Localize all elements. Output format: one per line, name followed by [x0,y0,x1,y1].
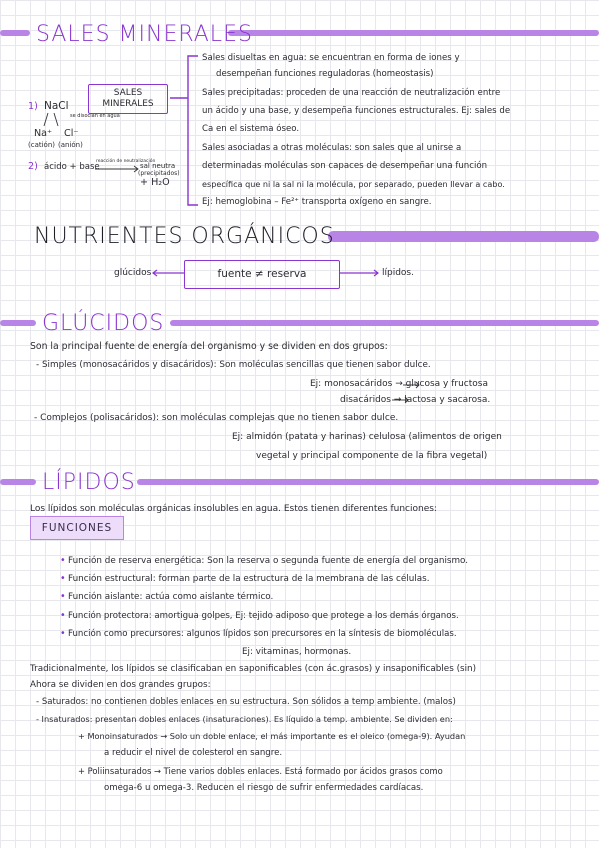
section-title-lipidos: LÍPIDOS [42,470,136,495]
sales-box-line2: MINERALES [102,99,154,109]
nutrientes-center: fuente ≠ reserva [217,268,307,280]
nacl-note: se disocian en agua [70,113,120,119]
nacl-label: NaCl [44,100,69,112]
lipidos-line-3: - Saturados: no contienen dobles enlaces en su estructura. Son sólidos a temp ambiente. (malos) [36,697,456,707]
sales-line-9: Ej: hemoglobina – Fe²⁺ transporta oxígeno en sangre. [202,197,432,207]
acid-base: ácido + base [44,162,100,172]
bullet-dot: • [60,573,66,584]
section-title-glucidos: GLÚCIDOS [42,311,165,336]
funcion-4: Función protectora: amortigua golpes, Ej: tejido adiposo que protege a los demás órganos. [68,611,459,621]
funcion-3: Función aislante: actúa como aislante térmico. [68,592,274,602]
section-title-sales: SALES MINERALES [36,22,253,47]
glucidos-line-4: disacáridos → lactosa y sacarosa. [340,395,491,405]
item1-number: 1) [28,101,38,112]
glucidos-line-2: - Simples (monosacáridos y disacáridos): Son moléculas sencillas que tienen sabor dulce. [36,360,431,370]
funciones-label-box [30,516,124,540]
item2-number: 2) [28,161,38,172]
glucidos-line-6: Ej: almidón (patata y harinas) celulosa (alimentos de origen [232,432,502,442]
sales-box [88,84,168,114]
sales-line-2: desempeñan funciones reguladoras (homeostasis) [216,69,434,79]
sales-line-8: específica que ni la sal ni la molécula, por separado, pueden llevar a cabo. [202,179,505,189]
sales-box-line1: SALES [113,88,143,98]
lipidos-intro: Los lípidos son moléculas orgánicas insolubles en agua. Estos tienen diferentes funciones: [30,504,437,514]
ion-na: Na⁺ [34,128,53,139]
nutrientes-center-box [184,260,340,289]
bullet-dot: • [60,628,66,639]
bullet-dot: • [60,591,66,602]
bullet-dot: • [60,610,66,621]
lipidos-line-1: Tradicionalmente, los lípidos se clasificaban en saponificables (con ác.grasos) y insaponificables (sin) [30,664,477,674]
result-salt: sal neutra [140,162,176,170]
funcion-2: Función estructural: forman parte de la estructura de la membrana de las células. [68,574,430,584]
lipidos-line-4: - Insaturados: presentan dobles enlaces (insaturaciones). Es líquido a temp. ambiente. Se dividen en: [36,714,453,724]
ion-cl: Cl⁻ [64,128,79,139]
lipidos-line-8: omega-6 u omega-3. Reducen el riesgo de sufrir enfermedades cardíacas. [104,783,424,793]
funciones-label: FUNCIONES [41,522,113,534]
nutrientes-right: lípidos. [382,268,414,278]
funcion-5-example: Ej: vitaminas, hormonas. [242,647,352,657]
sales-line-6: Sales asociadas a otras moléculas: son sales que al unirse a [202,143,462,153]
section-title-nutrientes: NUTRIENTES ORGÁNICOS [34,224,335,249]
sales-line-1: Sales disueltas en agua: se encuentran en forma de iones y [202,53,460,63]
result-precipitate: (precipitados) [138,170,180,177]
glucidos-line-1: Son la principal fuente de energía del organismo y se dividen en dos grupos: [30,341,388,352]
glucidos-line-5: - Complejos (polisacáridos): son moléculas complejas que no tienen sabor dulce. [34,413,399,423]
ion-label-anion: (anión) [58,141,83,149]
lipidos-line-6: a reducir el nivel de colesterol en sangre. [104,748,283,758]
lipidos-line-7: + Poliinsaturados → Tiene varios dobles enlaces. Está formado por ácidos grasos como [78,766,443,776]
funcion-5: Función como precursores: algunos lípidos son precursores en la síntesis de biomoléculas. [68,629,457,639]
lipidos-line-2: Ahora se dividen en dos grandes grupos: [30,680,211,690]
sales-line-5: Ca en el sistema óseo. [202,124,300,134]
glucidos-line-3: Ej: monosacáridos → glucosa y fructosa [310,379,488,389]
funcion-1: Función de reserva energética: Son la reserva o segunda fuente de energía del organismo. [68,556,469,566]
ion-label-cation: (catión) [28,141,56,149]
neutralization-note: reacción de neutralización [96,159,156,164]
bullet-dot: • [60,555,66,566]
sales-line-7: determinadas moléculas son capaces de desempeñar una función [202,161,488,171]
lipidos-line-5: + Monoinsaturados → Solo un doble enlace, el más importante es el oleico (omega-9). Ayudan [78,731,466,741]
glucidos-line-7: vegetal y principal componente de la fibra vegetal) [256,451,488,461]
sales-line-3: Sales precipitadas: proceden de una reacción de neutralización entre [202,88,501,98]
sales-line-4: un ácido y una base, y desempeña funciones estructurales. Ej: sales de [202,106,511,116]
nutrientes-left: glúcidos [114,268,152,278]
result-water: + H₂O [140,177,170,188]
